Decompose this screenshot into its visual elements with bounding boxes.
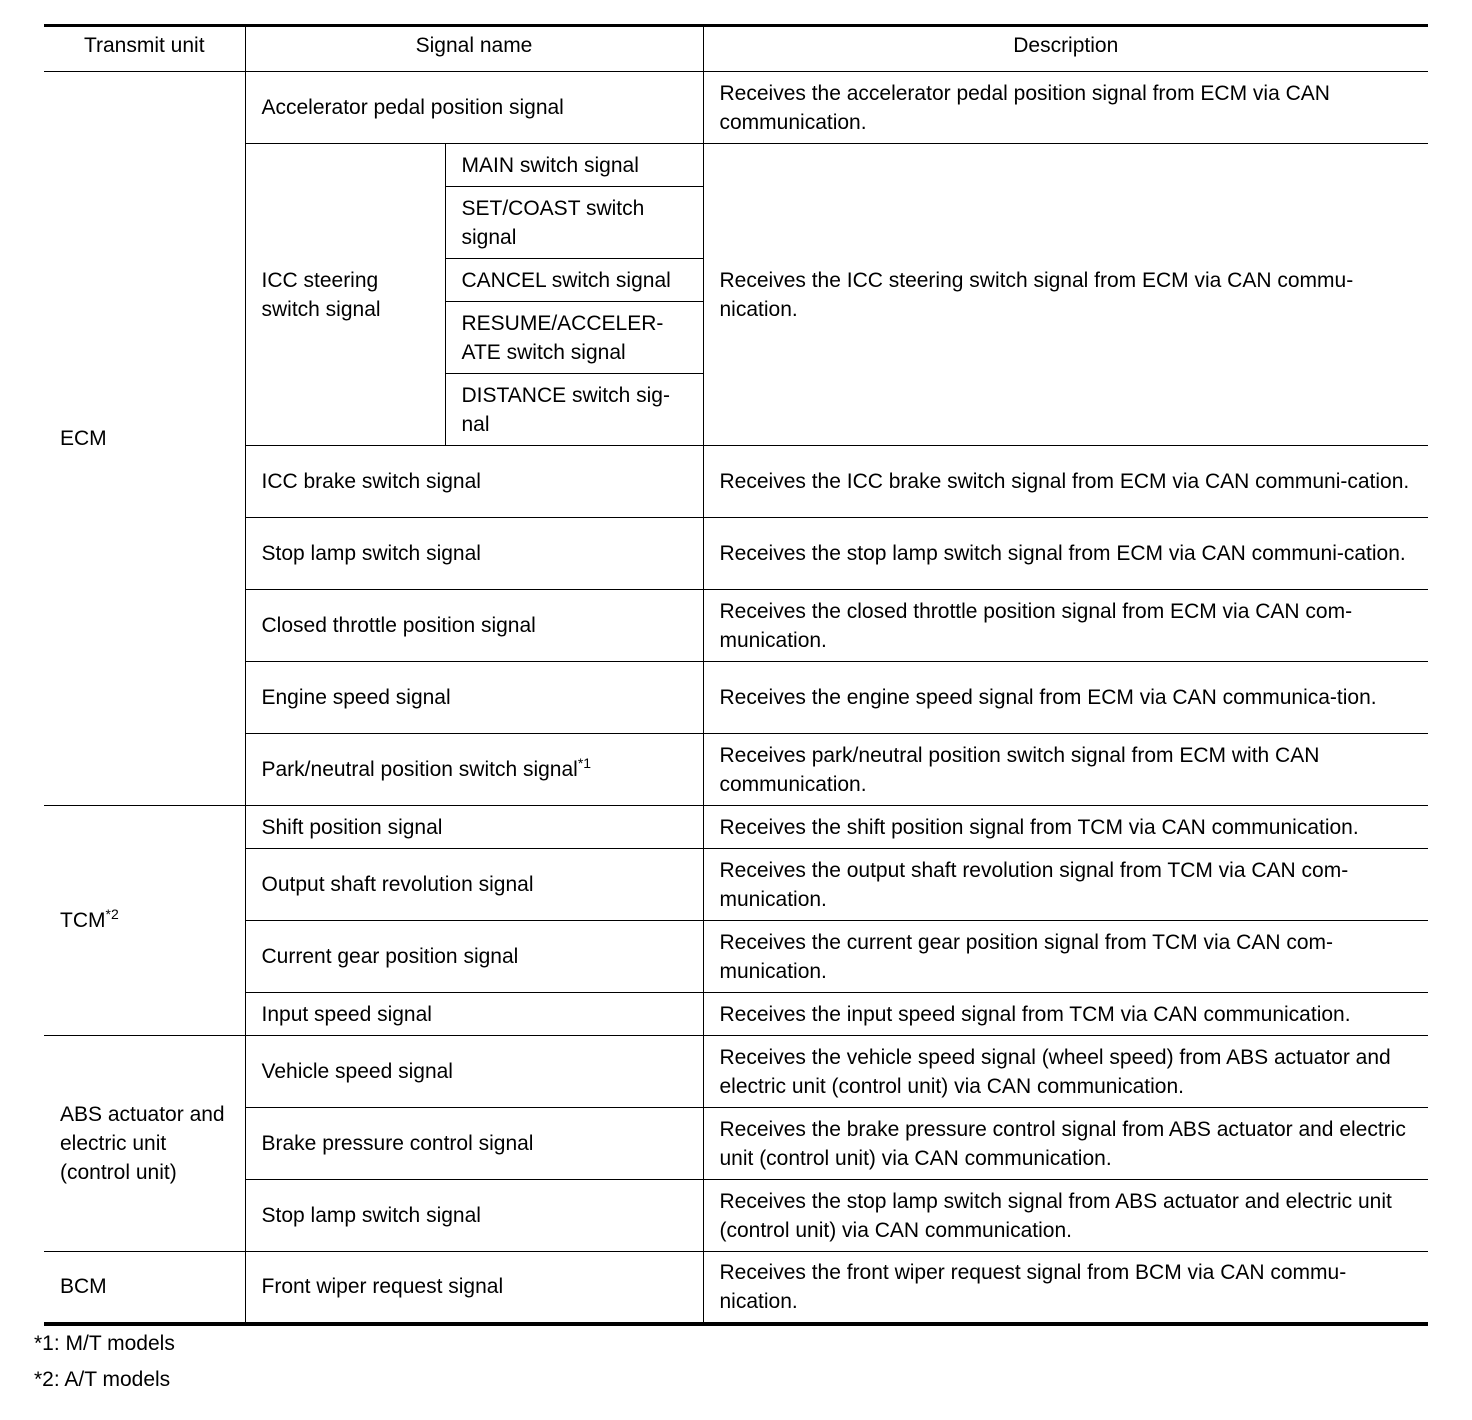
- description-cell: Receives the output shaft revolution signal from TCM via CAN com-munication.: [703, 849, 1428, 921]
- description-cell: Receives the closed throttle position signal from ECM via CAN com-munication.: [703, 590, 1428, 662]
- signal-name-cell: Output shaft revolution signal: [245, 849, 703, 921]
- description-cell: Receives the engine speed signal from ECM via CAN communica-tion.: [703, 662, 1428, 734]
- header-transmit-unit: Transmit unit: [44, 26, 245, 72]
- signal-table: [44, 24, 1428, 1326]
- table-row: [44, 590, 1428, 662]
- signal-name-text: Park/neutral position switch signal: [261, 758, 578, 781]
- table-row: [44, 518, 1428, 590]
- sub-signal-cell: CANCEL switch signal: [445, 259, 703, 302]
- description-cell: Receives the accelerator pedal position signal from ECM via CAN communication.: [703, 72, 1428, 144]
- footnote-1: *1: M/T models: [34, 1332, 175, 1355]
- description-cell: Receives the shift position signal from TCM via CAN communication.: [703, 806, 1428, 849]
- header-row: [44, 26, 1428, 72]
- footnote-marker: *1: [577, 755, 592, 771]
- footnotes: [34, 1326, 175, 1398]
- signal-name-cell: [245, 734, 703, 806]
- unit-tcm: [44, 806, 245, 1036]
- header-description: Description: [703, 26, 1428, 72]
- footnote-marker: *2: [105, 906, 119, 922]
- table-row: [44, 446, 1428, 518]
- signal-name-cell: Vehicle speed signal: [245, 1036, 703, 1108]
- description-cell: Receives the stop lamp switch signal from ECM via CAN communi-cation.: [703, 518, 1428, 590]
- header-signal-name: Signal name: [245, 26, 703, 72]
- signal-name-cell: Accelerator pedal position signal: [245, 72, 703, 144]
- signal-name-cell: Shift position signal: [245, 806, 703, 849]
- table-row: [44, 1252, 1428, 1324]
- signal-name-cell: Closed throttle position signal: [245, 590, 703, 662]
- table-row: [44, 72, 1428, 144]
- table-row: [44, 993, 1428, 1036]
- table-row: [44, 662, 1428, 734]
- description-cell: Receives the vehicle speed signal (wheel speed) from ABS actuator and electric unit (control unit) via CAN communication.: [703, 1036, 1428, 1108]
- description-cell: Receives the input speed signal from TCM via CAN communication.: [703, 993, 1428, 1036]
- unit-abs: ABS actuator and electric unit (control unit): [44, 1036, 245, 1252]
- signal-name-cell: Input speed signal: [245, 993, 703, 1036]
- unit-ecm: ECM: [44, 72, 245, 806]
- table-row: [44, 806, 1428, 849]
- table-row: [44, 849, 1428, 921]
- unit-tcm-text: TCM: [60, 909, 106, 932]
- sub-signal-cell: SET/COAST switch signal: [445, 187, 703, 259]
- unit-bcm: BCM: [44, 1252, 245, 1324]
- table-row: [44, 1036, 1428, 1108]
- signal-name-cell: Stop lamp switch signal: [245, 1180, 703, 1252]
- signal-name-cell: Engine speed signal: [245, 662, 703, 734]
- description-cell: Receives the ICC brake switch signal from ECM via CAN communi-cation.: [703, 446, 1428, 518]
- description-cell: Receives park/neutral position switch signal from ECM with CAN communication.: [703, 734, 1428, 806]
- signal-name-cell: Brake pressure control signal: [245, 1108, 703, 1180]
- sub-signal-cell: DISTANCE switch sig-nal: [445, 374, 703, 446]
- table-row: [44, 734, 1428, 806]
- signal-name-cell: ICC steering switch signal: [245, 144, 445, 446]
- signal-name-cell: Current gear position signal: [245, 921, 703, 993]
- table-row: [44, 1180, 1428, 1252]
- footnote-2: *2: A/T models: [34, 1368, 171, 1391]
- table-row: [44, 921, 1428, 993]
- description-cell: Receives the current gear position signal from TCM via CAN com-munication.: [703, 921, 1428, 993]
- description-cell: Receives the front wiper request signal from BCM via CAN commu-nication.: [703, 1252, 1428, 1324]
- table-row: [44, 1108, 1428, 1180]
- description-cell: Receives the brake pressure control signal from ABS actuator and electric unit (control unit) via CAN communication.: [703, 1108, 1428, 1180]
- signal-name-cell: ICC brake switch signal: [245, 446, 703, 518]
- sub-signal-cell: MAIN switch signal: [445, 144, 703, 187]
- description-cell: Receives the stop lamp switch signal from ABS actuator and electric unit (control unit) via CAN communication.: [703, 1180, 1428, 1252]
- signal-name-cell: Front wiper request signal: [245, 1252, 703, 1324]
- signal-name-cell: Stop lamp switch signal: [245, 518, 703, 590]
- description-cell: Receives the ICC steering switch signal from ECM via CAN commu-nication.: [703, 144, 1428, 446]
- table-row: [44, 144, 1428, 187]
- sub-signal-cell: RESUME/ACCELER-ATE switch signal: [445, 302, 703, 374]
